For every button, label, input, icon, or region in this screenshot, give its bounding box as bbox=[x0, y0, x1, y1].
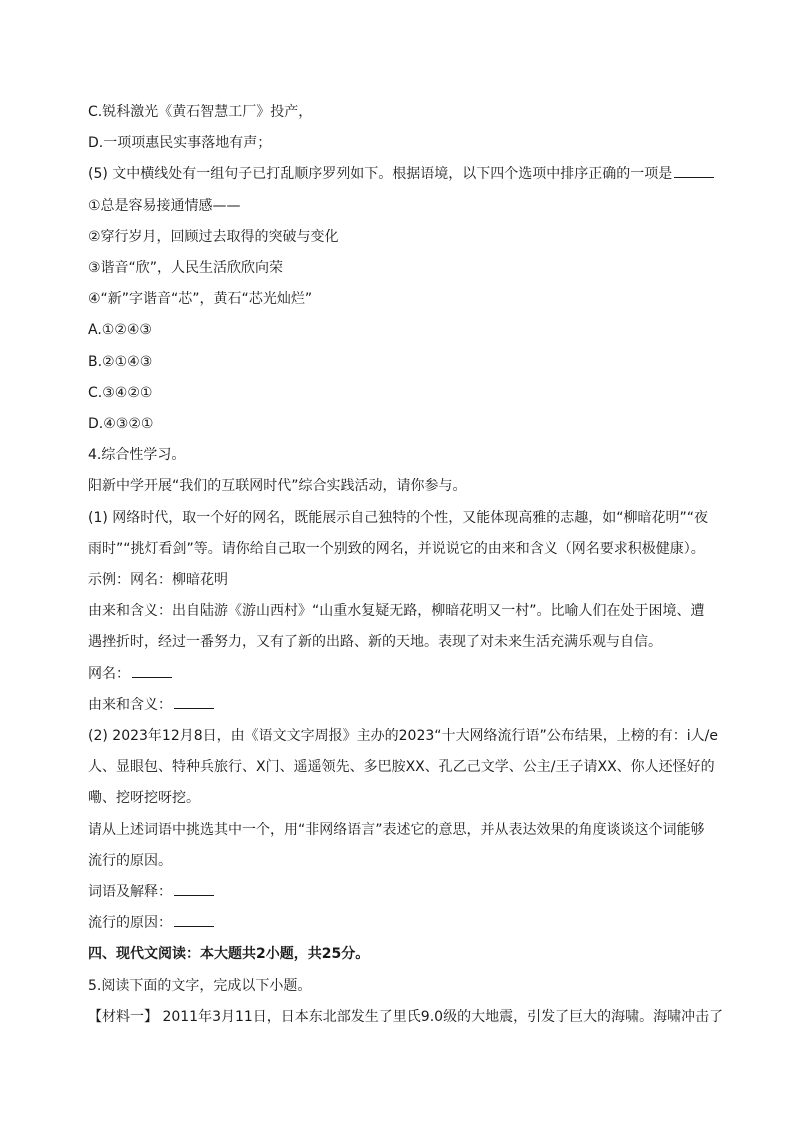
answer-blank bbox=[174, 694, 214, 709]
choice-c: C.③④②① bbox=[88, 384, 153, 401]
question-5-text: (5) 文中横线处有一组句子已打乱顺序罗列如下。根据语境，以下四个选项中排序正确的一项是 bbox=[88, 166, 673, 183]
example-nickname: 示例：网名：柳暗花明 bbox=[88, 572, 228, 589]
origin-label: 由来和含义： bbox=[88, 696, 172, 713]
sentence-4: ④“新”字谐音“芯”，黄石“芯光灿烂” bbox=[88, 291, 313, 308]
subquestion-1: (1) 网络时代，取一个好的网名，既能展示自己独特的个性，又能体现高雅的志趣，如“柳暗花明”“夜雨时”“挑灯看剑”等。请你给自己取一个别致的网名，并说说它的由来和含义（网名要求积极健康）。 bbox=[88, 509, 709, 557]
sentence-3: ③谐音“欣”，人民生活欣欣向荣 bbox=[88, 260, 284, 277]
choice-b: B.②①④③ bbox=[88, 353, 153, 370]
question-4-heading: 4.综合性学习。 bbox=[88, 447, 186, 464]
document-page bbox=[88, 97, 724, 1033]
subquestion-2: (2) 2023年12月8日，由《语文文字周报》主办的2023“十大网络流行语”公布结果，上榜的有：i人/e人、显眼包、特种兵旅行、X门、遥遥领先、多巴胺XX、孔乙己文学、公主/王子请XX、你人还怪好的嘞、挖呀挖呀挖。 bbox=[88, 728, 718, 807]
example-origin: 由来和含义：出自陆游《游山西村》“山重水复疑无路，柳暗花明又一村”。比喻人们在处于困境、遭遇挫折时，经过一番努力，又有了新的出路、新的天地。表现了对未来生活充满乐观与自信。 bbox=[88, 603, 705, 651]
section-4-heading: 四、现代文阅读：本大题共2小题，共25分。 bbox=[88, 946, 370, 963]
nickname-answer bbox=[88, 659, 718, 690]
answer-blank bbox=[174, 912, 214, 927]
material-1: 【材料一】 2011年3月11日，日本东北部发生了里氏9.0级的大地震，引发了巨大的海啸。海啸冲击了 bbox=[88, 1008, 724, 1025]
option-c-line: C.锐科激光《黄石智慧工厂》投产， bbox=[88, 104, 313, 120]
sentence-2: ②穿行岁月，回顾过去取得的突破与变化 bbox=[88, 228, 339, 245]
question-5-heading: 5.阅读下面的文字，完成以下小题。 bbox=[88, 977, 312, 994]
choice-d: D.④③②① bbox=[88, 416, 154, 433]
question-5-stem bbox=[88, 159, 718, 190]
answer-blank bbox=[674, 163, 714, 178]
reason-answer bbox=[88, 908, 718, 939]
activity-intro: 阳新中学开展“我们的互联网时代”综合实践活动，请你参与。 bbox=[88, 478, 467, 495]
reason-label: 流行的原因： bbox=[88, 915, 172, 932]
word-answer bbox=[88, 877, 718, 908]
word-label: 词语及解释： bbox=[88, 884, 172, 901]
answer-blank bbox=[132, 663, 172, 678]
answer-blank bbox=[174, 881, 214, 896]
nickname-label: 网名： bbox=[88, 665, 130, 682]
option-d-line: D.一项项惠民实事落地有声； bbox=[88, 135, 272, 152]
origin-answer bbox=[88, 690, 718, 721]
choice-a: A.①②④③ bbox=[88, 322, 152, 339]
sentence-1: ①总是容易接通情感—— bbox=[88, 197, 241, 214]
subquestion-2-task: 请从上述词语中挑选其中一个，用“非网络语言”表述它的意思，并从表达效果的角度谈谈这个词能够流行的原因。 bbox=[88, 821, 705, 869]
